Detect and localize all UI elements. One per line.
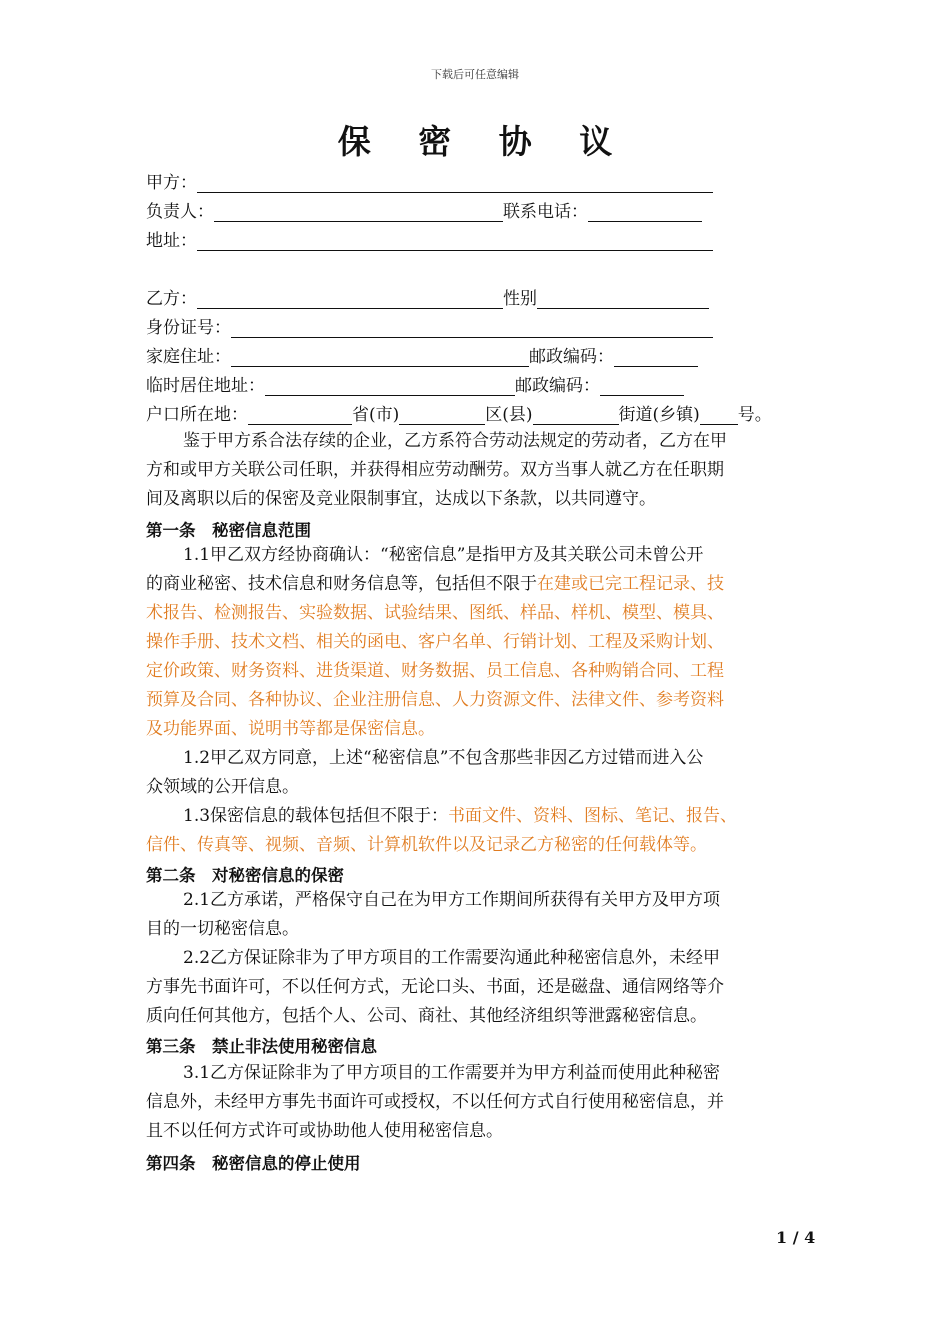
clause-2-1-line: 目的一切秘密信息。 [146, 919, 299, 939]
article-4-heading: 第四条 秘密信息的停止使用 [146, 1154, 361, 1173]
article-3-body [146, 1059, 810, 1146]
party-a-address-line [146, 231, 713, 251]
principal-blank [214, 202, 503, 222]
page-number: 1 / 4 [776, 1228, 816, 1247]
clause-1-3-highlight: 书面文件、资料、图标、笔记、报告、 [448, 806, 738, 826]
clause-1-3-text: 1.3保密信息的载体包括但不限于： [183, 806, 449, 826]
clause-1-1-text: 的商业秘密、技术信息和财务信息等，包括但不限于 [146, 574, 537, 594]
clause-1-1-highlight-line: 预算及合同、各种协议、企业注册信息、人力资源文件、法律文件、参考资料 [146, 690, 724, 710]
clause-1-3-line [146, 802, 810, 831]
postcode-label-2: 邮政编码： [515, 376, 600, 396]
phone-blank [588, 202, 702, 222]
temp-address-line [146, 376, 684, 396]
clause-1-1-highlight-line: 术报告、检测报告、实验数据、试验结果、图纸、样品、样机、模型、模具、 [146, 603, 724, 623]
party-a-address-label: 地址： [146, 231, 197, 251]
postcode-blank [614, 347, 698, 367]
article-2-body [146, 886, 810, 1031]
clause-1-1-highlight-line: 定价政策、财务资料、进货渠道、财务数据、员工信息、各种购销合同、工程 [146, 661, 724, 681]
clause-2-2-line: 2.2乙方保证除非为了甲方项目的工作需要沟通此种秘密信息外，未经甲 [183, 948, 721, 968]
temp-address-label: 临时居住地址： [146, 376, 265, 396]
district-label: 区(县) [485, 405, 533, 425]
party-a-blank [197, 173, 713, 193]
clause-1-1-line [146, 570, 810, 599]
clause-3-1-line: 且不以任何方式许可或协助他人使用秘密信息。 [146, 1121, 503, 1141]
street-blank [533, 405, 619, 425]
district-blank [399, 405, 485, 425]
principal-line [146, 202, 702, 222]
number-blank [700, 405, 738, 425]
clause-1-2-line: 1.2甲乙双方同意，上述“秘密信息”不包含那些非因乙方过错而进入公 [183, 748, 704, 768]
clause-2-1-line: 2.1乙方承诺，严格保守自己在为甲方工作期间所获得有关甲方及甲方项 [183, 890, 721, 910]
number-label: 号。 [737, 405, 772, 425]
party-a-line [146, 173, 713, 193]
hukou-label: 户口所在地： [146, 405, 248, 425]
gender-label: 性别 [503, 289, 537, 309]
temp-address-blank [265, 376, 515, 396]
clause-1-1-line: 1.1甲乙双方经协商确认：“秘密信息”是指甲方及其关联公司未曾公开 [183, 545, 704, 565]
clause-1-3-highlight-line: 信件、传真等、视频、音频、计算机软件以及记录乙方秘密的任何载体等。 [146, 835, 707, 855]
article-1-body [146, 541, 810, 860]
clause-2-2-line: 方事先书面许可，不以任何方式，无论口头、书面，还是磁盘、通信网络等介 [146, 977, 724, 997]
article-1-heading: 第一条 秘密信息范围 [146, 521, 311, 540]
party-a-address-blank [197, 231, 713, 251]
id-line [146, 318, 713, 338]
gender-blank [537, 289, 709, 309]
preamble [146, 427, 810, 514]
id-label: 身份证号： [146, 318, 231, 338]
id-blank [231, 318, 713, 338]
province-label: 省(市) [352, 405, 400, 425]
postcode-blank-2 [600, 376, 684, 396]
clause-3-1-line: 信息外，未经甲方事先书面许可或授权，不以任何方式自行使用秘密信息，并 [146, 1092, 724, 1112]
article-3-heading: 第三条 禁止非法使用秘密信息 [146, 1037, 377, 1056]
party-a-label: 甲方： [146, 173, 197, 193]
postcode-label: 邮政编码： [529, 347, 614, 367]
principal-label: 负责人： [146, 202, 214, 222]
preamble-line: 鉴于甲方系合法存续的企业，乙方系符合劳动法规定的劳动者，乙方在甲 [183, 431, 727, 451]
clause-1-1-highlight-line: 操作手册、技术文档、相关的函电、客户名单、行销计划、工程及采购计划、 [146, 632, 724, 652]
document-title: 保 密 协 议 [337, 122, 631, 161]
preamble-line: 方和或甲方关联公司任职，并获得相应劳动酬劳。双方当事人就乙方在任职期 [146, 460, 724, 480]
header-note: 下载后可任意编辑 [431, 68, 519, 81]
article-2-heading: 第二条 对秘密信息的保密 [146, 866, 344, 885]
hukou-line [146, 405, 772, 425]
street-label: 街道(乡镇) [618, 405, 700, 425]
clause-3-1-line: 3.1乙方保证除非为了甲方项目的工作需要并为甲方利益而使用此种秘密 [183, 1063, 721, 1083]
party-b-line [146, 289, 709, 309]
phone-label: 联系电话： [503, 202, 588, 222]
home-label: 家庭住址： [146, 347, 231, 367]
clause-2-2-line: 质向任何其他方，包括个人、公司、商社、其他经济组织等泄露秘密信息。 [146, 1006, 707, 1026]
party-b-blank [197, 289, 503, 309]
clause-1-1-highlight-line: 及功能界面、说明书等都是保密信息。 [146, 719, 435, 739]
clause-1-1-highlight: 在建或已完工程记录、技 [537, 574, 724, 594]
province-blank [248, 405, 352, 425]
home-line [146, 347, 698, 367]
home-blank [231, 347, 529, 367]
party-b-label: 乙方： [146, 289, 197, 309]
clause-1-2-line: 众领域的公开信息。 [146, 777, 299, 797]
preamble-line: 间及离职以后的保密及竞业限制事宜，达成以下条款，以共同遵守。 [146, 489, 656, 509]
